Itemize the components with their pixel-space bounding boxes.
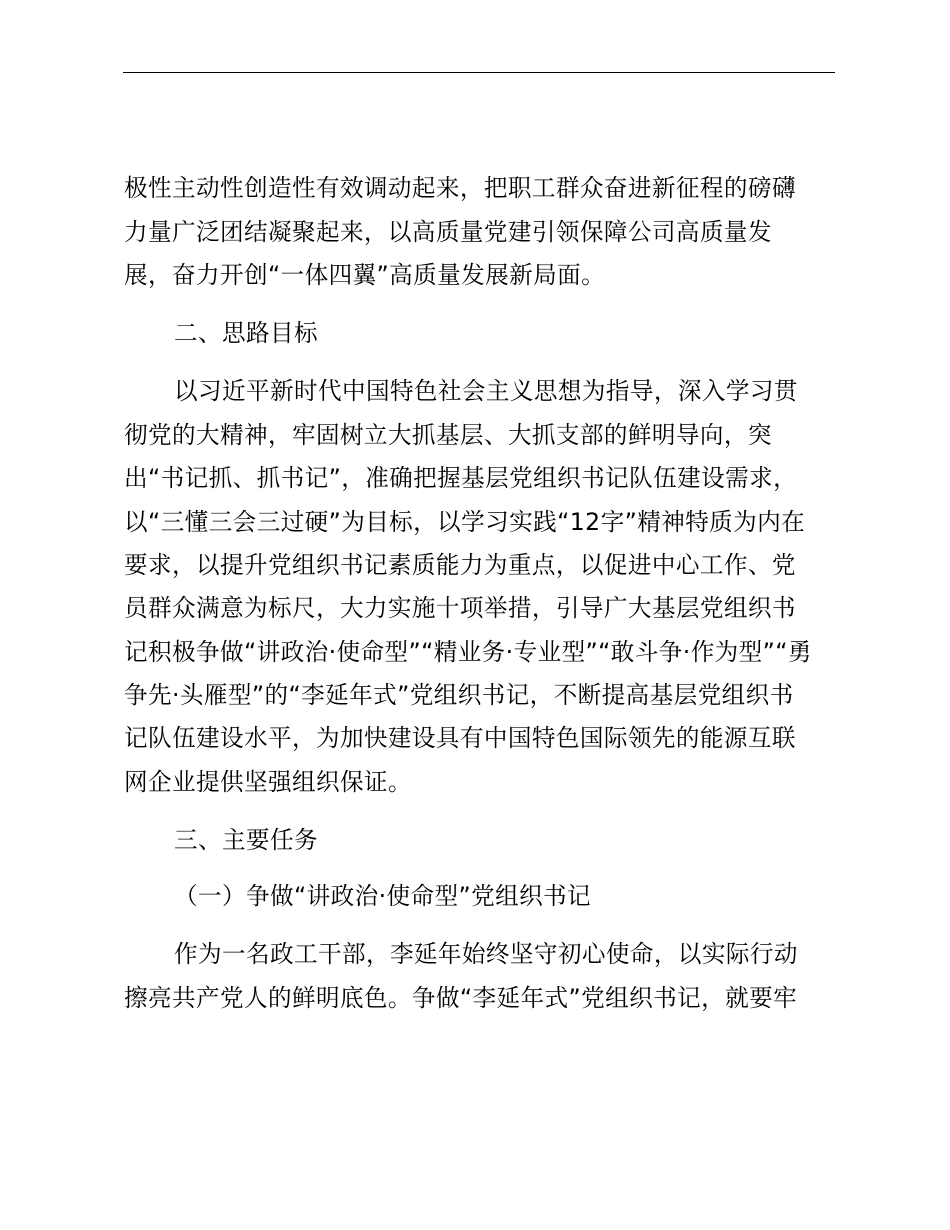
section-heading: 二、思路目标 bbox=[174, 319, 318, 347]
text-line: 网企业提供坚强组织保证。 bbox=[124, 768, 412, 796]
text-line: 员群众满意为标尺，大力实施十项举措，引导广大基层党组织书 bbox=[124, 594, 796, 622]
text-line: 力量广泛团结凝聚起来，以高质量党建引领保障公司高质量发 bbox=[124, 218, 772, 246]
header-rule bbox=[123, 72, 835, 73]
subsection-heading: （一）争做“讲政治·使命型”党组织书记 bbox=[174, 882, 592, 910]
text-line: 要求，以提升党组织书记素质能力为重点，以促进中心工作、党 bbox=[124, 551, 796, 579]
text-line: 以习近平新时代中国特色社会主义思想为指导，深入学习贯 bbox=[174, 377, 798, 405]
text-line: 作为一名政工干部，李延年始终坚守初心使命，以实际行动 bbox=[174, 940, 798, 968]
text-line: 彻党的大精神，牢固树立大抓基层、大抓支部的鲜明导向，突 bbox=[124, 421, 772, 449]
text-line: 记队伍建设水平，为加快建设具有中国特色国际领先的能源互联 bbox=[124, 724, 796, 752]
section-heading: 三、主要任务 bbox=[174, 826, 318, 854]
text-line: 争先·头雁型”的“李延年式”党组织书记，不断提高基层党组织书 bbox=[124, 681, 794, 709]
text-line: 以“三懂三会三过硬”为目标，以学习实践“12字”精神特质为内在 bbox=[124, 508, 806, 536]
text-line: 展，奋力开创“一体四翼”高质量发展新局面。 bbox=[124, 261, 606, 289]
text-line: 记积极争做“讲政治·使命型”“精业务·专业型”“敢斗争·作为型”“勇 bbox=[124, 638, 812, 666]
text-line: 极性主动性创造性有效调动起来，把职工群众奋进新征程的磅礴 bbox=[124, 174, 796, 202]
text-line: 擦亮共产党人的鲜明底色。争做“李延年式”党组织书记，就要牢 bbox=[124, 984, 798, 1012]
text-line: 出“书记抓、抓书记”，准确把握基层党组织书记队伍建设需求， bbox=[124, 464, 798, 492]
